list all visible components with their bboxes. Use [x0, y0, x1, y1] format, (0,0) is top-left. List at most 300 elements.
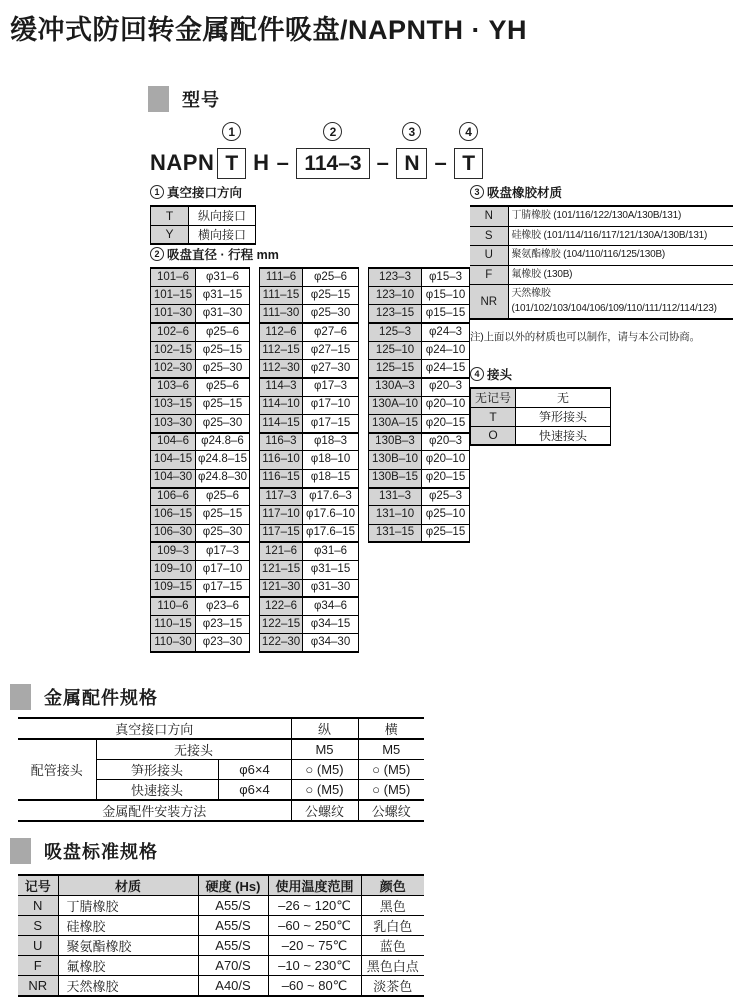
table-row — [260, 597, 359, 615]
temperature-cell: –26 ~ 120℃ — [268, 896, 361, 916]
circled-3-icon: 3 — [470, 185, 484, 199]
code-cell: 125–3 — [369, 323, 422, 341]
code-cell: 116–10 — [260, 451, 303, 469]
circled-4-icon: 4 — [470, 367, 484, 381]
rubber-material-table — [470, 205, 733, 320]
table-row — [18, 896, 424, 916]
table-row — [151, 305, 250, 323]
code-cell: 111–15 — [260, 286, 303, 304]
code-cell: 103–6 — [151, 378, 196, 396]
code-cell: NR — [18, 976, 58, 997]
value-cell: φ25–10 — [422, 506, 470, 524]
table-row — [151, 414, 250, 432]
table-row — [470, 265, 733, 285]
table-row — [18, 800, 424, 821]
value-cell: φ15–15 — [422, 305, 470, 323]
table-row — [151, 206, 256, 225]
table-row — [369, 433, 470, 451]
table-row — [18, 718, 424, 739]
code-cell: 109–15 — [151, 579, 196, 597]
value-cell: φ17.6–10 — [303, 506, 359, 524]
code-cell: 109–3 — [151, 542, 196, 560]
table-row — [151, 634, 250, 652]
table-row — [18, 936, 424, 956]
code-cell: 101–15 — [151, 286, 196, 304]
code-cell: F — [18, 956, 58, 976]
table-row — [260, 488, 359, 506]
table-row — [260, 305, 359, 323]
code-cell: S — [470, 226, 508, 246]
code-cell: 无记号 — [471, 388, 516, 407]
table-row — [151, 616, 250, 634]
code-cell: 102–15 — [151, 341, 196, 359]
table-row — [471, 407, 611, 426]
value-cell: φ25–6 — [196, 488, 250, 506]
desc-cell: 无 — [516, 388, 611, 407]
value-cell: φ20–3 — [422, 433, 470, 451]
material-cell: 聚氨酯橡胶 — [58, 936, 198, 956]
color-cell: 黑色白点 — [361, 956, 424, 976]
value-cell: φ25–15 — [196, 506, 250, 524]
code-cell: 117–3 — [260, 488, 303, 506]
table-row — [260, 634, 359, 652]
value-cell: ○ (M5) — [291, 780, 358, 801]
desc-cell: 横向接口 — [189, 225, 256, 244]
code-cell: 112–15 — [260, 341, 303, 359]
table-row — [151, 488, 250, 506]
model-box-size: 114–3 — [296, 148, 369, 179]
code-cell: 131–3 — [369, 488, 422, 506]
value-cell: φ25–30 — [303, 305, 359, 323]
code-cell: 112–30 — [260, 359, 303, 377]
desc-cell: 丁腈橡胶 (101/116/122/130A/130B/131) — [508, 206, 733, 226]
table-row — [151, 597, 250, 615]
metal-fitting-heading — [10, 684, 430, 710]
circled-2-icon: 2 — [150, 247, 164, 261]
code-cell: 122–15 — [260, 616, 303, 634]
model-prefix: NAPN — [150, 150, 215, 176]
table-row — [369, 305, 470, 323]
value-cell: φ23–6 — [196, 597, 250, 615]
code-cell: 121–15 — [260, 561, 303, 579]
hardness-cell: A40/S — [198, 976, 268, 997]
value-cell: φ27–30 — [303, 359, 359, 377]
value-cell: φ25–3 — [422, 488, 470, 506]
header-cell: 纵 — [291, 718, 358, 739]
value-cell: φ25–30 — [196, 359, 250, 377]
code-cell: U — [470, 246, 508, 266]
table-header-row — [18, 875, 424, 896]
code-cell: 123–10 — [369, 286, 422, 304]
code-cell: 110–6 — [151, 597, 196, 615]
desc-cell: 硅橡胶 (101/114/116/117/121/130A/130B/131) — [508, 226, 733, 246]
model-mid: H — [253, 150, 270, 176]
table-row — [260, 323, 359, 341]
code-cell: 122–30 — [260, 634, 303, 652]
code-cell: 123–15 — [369, 305, 422, 323]
circled-4-icon: 4 — [459, 122, 478, 141]
code-cell: 103–15 — [151, 396, 196, 414]
material-cell: 丁腈橡胶 — [58, 896, 198, 916]
table-row — [369, 359, 470, 377]
table-row — [151, 396, 250, 414]
code-cell: 104–6 — [151, 433, 196, 451]
value-cell: φ31–15 — [196, 286, 250, 304]
table-row — [260, 579, 359, 597]
pad-diameter-label-text: 吸盘直径 · 行程 mm — [167, 248, 279, 262]
value-cell: φ24–15 — [422, 359, 470, 377]
code-cell: 122–6 — [260, 597, 303, 615]
rubber-material-label-text: 吸盘橡胶材质 — [487, 186, 563, 200]
code-cell: 114–15 — [260, 414, 303, 432]
value-cell: φ17–10 — [303, 396, 359, 414]
code-cell: 117–10 — [260, 506, 303, 524]
value-cell: φ25–6 — [303, 268, 359, 286]
code-cell: 106–6 — [151, 488, 196, 506]
model-field-1 — [217, 122, 246, 179]
value-cell: φ20–3 — [422, 378, 470, 396]
table-row — [18, 976, 424, 997]
code-cell: U — [18, 936, 58, 956]
code-cell: 123–3 — [369, 268, 422, 286]
model-field-3 — [396, 122, 427, 179]
code-cell: 130B–3 — [369, 433, 422, 451]
code-cell: 130B–15 — [369, 469, 422, 487]
code-cell: 101–6 — [151, 268, 196, 286]
color-cell: 蓝色 — [361, 936, 424, 956]
value-cell: φ18–15 — [303, 469, 359, 487]
value-cell: ○ (M5) — [358, 780, 424, 801]
table-row — [369, 488, 470, 506]
value-cell: φ18–3 — [303, 433, 359, 451]
table-row — [470, 246, 733, 266]
code-cell: 131–15 — [369, 524, 422, 542]
table-row — [260, 451, 359, 469]
pad-spec-section — [10, 838, 430, 997]
vacuum-direction-label-text: 真空接口方向 — [167, 186, 243, 200]
value-cell: φ34–30 — [303, 634, 359, 652]
value-cell: 公螺纹 — [358, 800, 424, 821]
table-row — [151, 433, 250, 451]
code-cell: S — [18, 916, 58, 936]
model-number-line — [150, 122, 483, 179]
table-row — [151, 268, 250, 286]
code-cell: 110–30 — [151, 634, 196, 652]
hardness-cell: A55/S — [198, 936, 268, 956]
value-cell: φ25–30 — [196, 524, 250, 542]
value-cell: φ25–15 — [303, 286, 359, 304]
table-row — [260, 378, 359, 396]
table-row — [369, 396, 470, 414]
table-row — [369, 524, 470, 542]
table-row — [369, 414, 470, 432]
code-cell: 121–6 — [260, 542, 303, 560]
table-row — [471, 426, 611, 445]
header-cell: 硬度 (Hs) — [198, 875, 268, 896]
table-row — [260, 561, 359, 579]
value-cell: φ20–10 — [422, 396, 470, 414]
circled-3-icon: 3 — [402, 122, 421, 141]
desc-cell: 纵向接口 — [189, 206, 256, 225]
value-cell: φ18–10 — [303, 451, 359, 469]
page-title: 缓冲式防回转金属配件吸盘/NAPNTH · YH — [10, 15, 528, 45]
table-row — [260, 616, 359, 634]
table-row — [151, 579, 250, 597]
code-cell: 116–15 — [260, 469, 303, 487]
value-cell: φ31–30 — [196, 305, 250, 323]
color-cell: 淡茶色 — [361, 976, 424, 997]
table-row — [18, 739, 424, 760]
value-cell: φ31–6 — [303, 542, 359, 560]
desc-cell: 笋形接头 — [516, 407, 611, 426]
table-row — [260, 433, 359, 451]
connector-label — [470, 365, 733, 383]
code-cell: NR — [470, 285, 508, 320]
header-cell: 横 — [358, 718, 424, 739]
material-cell: 氟橡胶 — [58, 956, 198, 976]
size-cell: φ6×4 — [218, 780, 291, 801]
section-marker-square — [148, 86, 169, 112]
hardness-cell: A55/S — [198, 916, 268, 936]
pad-diameter-block — [150, 245, 470, 653]
value-cell: φ25–15 — [422, 524, 470, 542]
code-cell: 102–30 — [151, 359, 196, 377]
pad-diameter-tables — [150, 267, 470, 653]
code-cell: 114–10 — [260, 396, 303, 414]
value-cell: φ17–10 — [196, 561, 250, 579]
pad-spec-heading — [10, 838, 430, 864]
table-row — [151, 341, 250, 359]
value-cell: φ31–30 — [303, 579, 359, 597]
code-cell: 112–6 — [260, 323, 303, 341]
value-cell: φ31–15 — [303, 561, 359, 579]
desc-cell: 天然橡胶 (101/102/103/104/106/109/110/111/112/114/123) — [508, 285, 733, 320]
circled-1-icon: 1 — [222, 122, 241, 141]
value-cell: φ24.8–15 — [196, 451, 250, 469]
code-cell: 102–6 — [151, 323, 196, 341]
value-cell: φ27–15 — [303, 341, 359, 359]
header-cell: 记号 — [18, 875, 58, 896]
rubber-material-label — [470, 183, 733, 201]
model-field-2 — [296, 122, 369, 179]
connector-table — [470, 387, 611, 446]
color-cell: 乳白色 — [361, 916, 424, 936]
table-row — [151, 506, 250, 524]
section-marker-square — [10, 838, 31, 864]
table-row — [151, 542, 250, 560]
name-cell: 快速接头 — [96, 780, 218, 801]
model-dash-2: – — [376, 150, 390, 176]
value-cell: 公螺纹 — [291, 800, 358, 821]
value-cell: φ24–10 — [422, 341, 470, 359]
pad-diameter-table-3 — [368, 267, 470, 543]
color-cell: 黑色 — [361, 896, 424, 916]
value-cell: M5 — [291, 739, 358, 760]
table-row — [369, 506, 470, 524]
code-cell: 110–15 — [151, 616, 196, 634]
table-row — [471, 388, 611, 407]
value-cell: φ25–15 — [196, 396, 250, 414]
right-column — [470, 183, 733, 446]
value-cell: φ27–6 — [303, 323, 359, 341]
metal-fitting-table — [18, 717, 424, 822]
table-row — [369, 341, 470, 359]
temperature-cell: –10 ~ 230℃ — [268, 956, 361, 976]
table-row — [260, 341, 359, 359]
table-row — [18, 956, 424, 976]
table-row — [151, 451, 250, 469]
header-cell: 真空接口方向 — [18, 718, 291, 739]
table-row — [369, 469, 470, 487]
table-row — [260, 414, 359, 432]
table-row — [151, 359, 250, 377]
table-row — [260, 506, 359, 524]
circled-1-icon: 1 — [150, 185, 164, 199]
material-cell: 硅橡胶 — [58, 916, 198, 936]
pad-spec-table — [18, 874, 424, 997]
table-row — [151, 561, 250, 579]
value-cell: φ34–15 — [303, 616, 359, 634]
value-cell: φ17.6–3 — [303, 488, 359, 506]
table-row — [260, 286, 359, 304]
code-cell: 116–3 — [260, 433, 303, 451]
desc-cell: 聚氨酯橡胶 (104/110/116/125/130B) — [508, 246, 733, 266]
table-row — [470, 285, 733, 320]
value-cell: φ34–6 — [303, 597, 359, 615]
table-row — [470, 226, 733, 246]
code-cell: 125–15 — [369, 359, 422, 377]
table-row — [369, 451, 470, 469]
temperature-cell: –60 ~ 80℃ — [268, 976, 361, 997]
pad-diameter-label — [150, 245, 470, 263]
value-cell: φ17–15 — [196, 579, 250, 597]
value-cell: φ15–3 — [422, 268, 470, 286]
code-cell: N — [18, 896, 58, 916]
table-row — [470, 206, 733, 226]
value-cell: φ24.8–6 — [196, 433, 250, 451]
header-cell: 使用温度范围 — [268, 875, 361, 896]
code-cell: 130A–3 — [369, 378, 422, 396]
pad-diameter-table-2 — [259, 267, 359, 653]
code-cell: T — [151, 206, 189, 225]
temperature-cell: –20 ~ 75℃ — [268, 936, 361, 956]
table-row — [260, 396, 359, 414]
rubber-material-note: 注)上面以外的材质也可以制作，请与本公司协商。 — [470, 331, 700, 343]
value-cell: φ20–10 — [422, 451, 470, 469]
value-cell: φ20–15 — [422, 414, 470, 432]
code-cell: 117–15 — [260, 524, 303, 542]
code-cell: 104–15 — [151, 451, 196, 469]
connector-label-text: 接头 — [487, 368, 513, 382]
value-cell: φ23–30 — [196, 634, 250, 652]
material-cell: 天然橡胶 — [58, 976, 198, 997]
code-cell: 130B–10 — [369, 451, 422, 469]
value-cell: φ25–30 — [196, 414, 250, 432]
code-cell: 125–10 — [369, 341, 422, 359]
model-section-title: 型号 — [182, 90, 220, 110]
table-row — [369, 286, 470, 304]
code-cell: T — [471, 407, 516, 426]
value-cell: φ17.6–15 — [303, 524, 359, 542]
value-cell: φ24–3 — [422, 323, 470, 341]
hardness-cell: A55/S — [198, 896, 268, 916]
table-row — [18, 916, 424, 936]
table-row — [369, 268, 470, 286]
code-cell: 106–30 — [151, 524, 196, 542]
section-marker-square — [10, 684, 31, 710]
code-cell: 131–10 — [369, 506, 422, 524]
table-row — [260, 542, 359, 560]
code-cell: 114–3 — [260, 378, 303, 396]
vacuum-direction-block — [150, 183, 256, 245]
code-cell: O — [471, 426, 516, 445]
code-cell: 130A–15 — [369, 414, 422, 432]
model-box-direction: T — [217, 148, 246, 179]
pad-spec-title: 吸盘标准规格 — [44, 842, 158, 862]
value-cell: φ17–15 — [303, 414, 359, 432]
model-field-4 — [454, 122, 483, 179]
table-row — [260, 524, 359, 542]
value-cell: φ20–15 — [422, 469, 470, 487]
model-dash-3: – — [434, 150, 448, 176]
code-cell: 130A–10 — [369, 396, 422, 414]
model-box-connector: T — [454, 148, 483, 179]
table-row — [151, 286, 250, 304]
temperature-cell: –60 ~ 250℃ — [268, 916, 361, 936]
name-cell: 无接头 — [96, 739, 291, 760]
code-cell: 109–10 — [151, 561, 196, 579]
metal-fitting-title: 金属配件规格 — [44, 688, 158, 708]
code-cell: 106–15 — [151, 506, 196, 524]
table-row — [369, 323, 470, 341]
mount-label-cell: 金属配件安装方法 — [18, 800, 291, 821]
value-cell: φ25–15 — [196, 341, 250, 359]
code-cell: 121–30 — [260, 579, 303, 597]
group-cell: 配管接头 — [18, 739, 96, 800]
model-dash-1: – — [276, 150, 290, 176]
table-row — [260, 268, 359, 286]
circled-2-icon: 2 — [323, 122, 342, 141]
table-row — [151, 469, 250, 487]
code-cell: F — [470, 265, 508, 285]
table-row — [151, 524, 250, 542]
value-cell: φ31–6 — [196, 268, 250, 286]
code-cell: 111–30 — [260, 305, 303, 323]
value-cell: M5 — [358, 739, 424, 760]
value-cell: φ24.8–30 — [196, 469, 250, 487]
size-cell: φ6×4 — [218, 760, 291, 780]
table-row — [151, 323, 250, 341]
code-cell: 104–30 — [151, 469, 196, 487]
table-row — [260, 359, 359, 377]
code-cell: N — [470, 206, 508, 226]
header-cell: 颜色 — [361, 875, 424, 896]
table-row — [369, 378, 470, 396]
value-cell: φ17–3 — [196, 542, 250, 560]
table-row — [151, 225, 256, 244]
value-cell: ○ (M5) — [291, 760, 358, 780]
metal-fitting-section — [10, 684, 430, 822]
value-cell: φ17–3 — [303, 378, 359, 396]
vacuum-direction-label — [150, 183, 256, 201]
value-cell: φ25–6 — [196, 378, 250, 396]
header-cell: 材质 — [58, 875, 198, 896]
model-box-material: N — [396, 148, 427, 179]
code-cell: 103–30 — [151, 414, 196, 432]
code-cell: 101–30 — [151, 305, 196, 323]
value-cell: φ25–6 — [196, 323, 250, 341]
model-section-heading — [148, 86, 220, 112]
